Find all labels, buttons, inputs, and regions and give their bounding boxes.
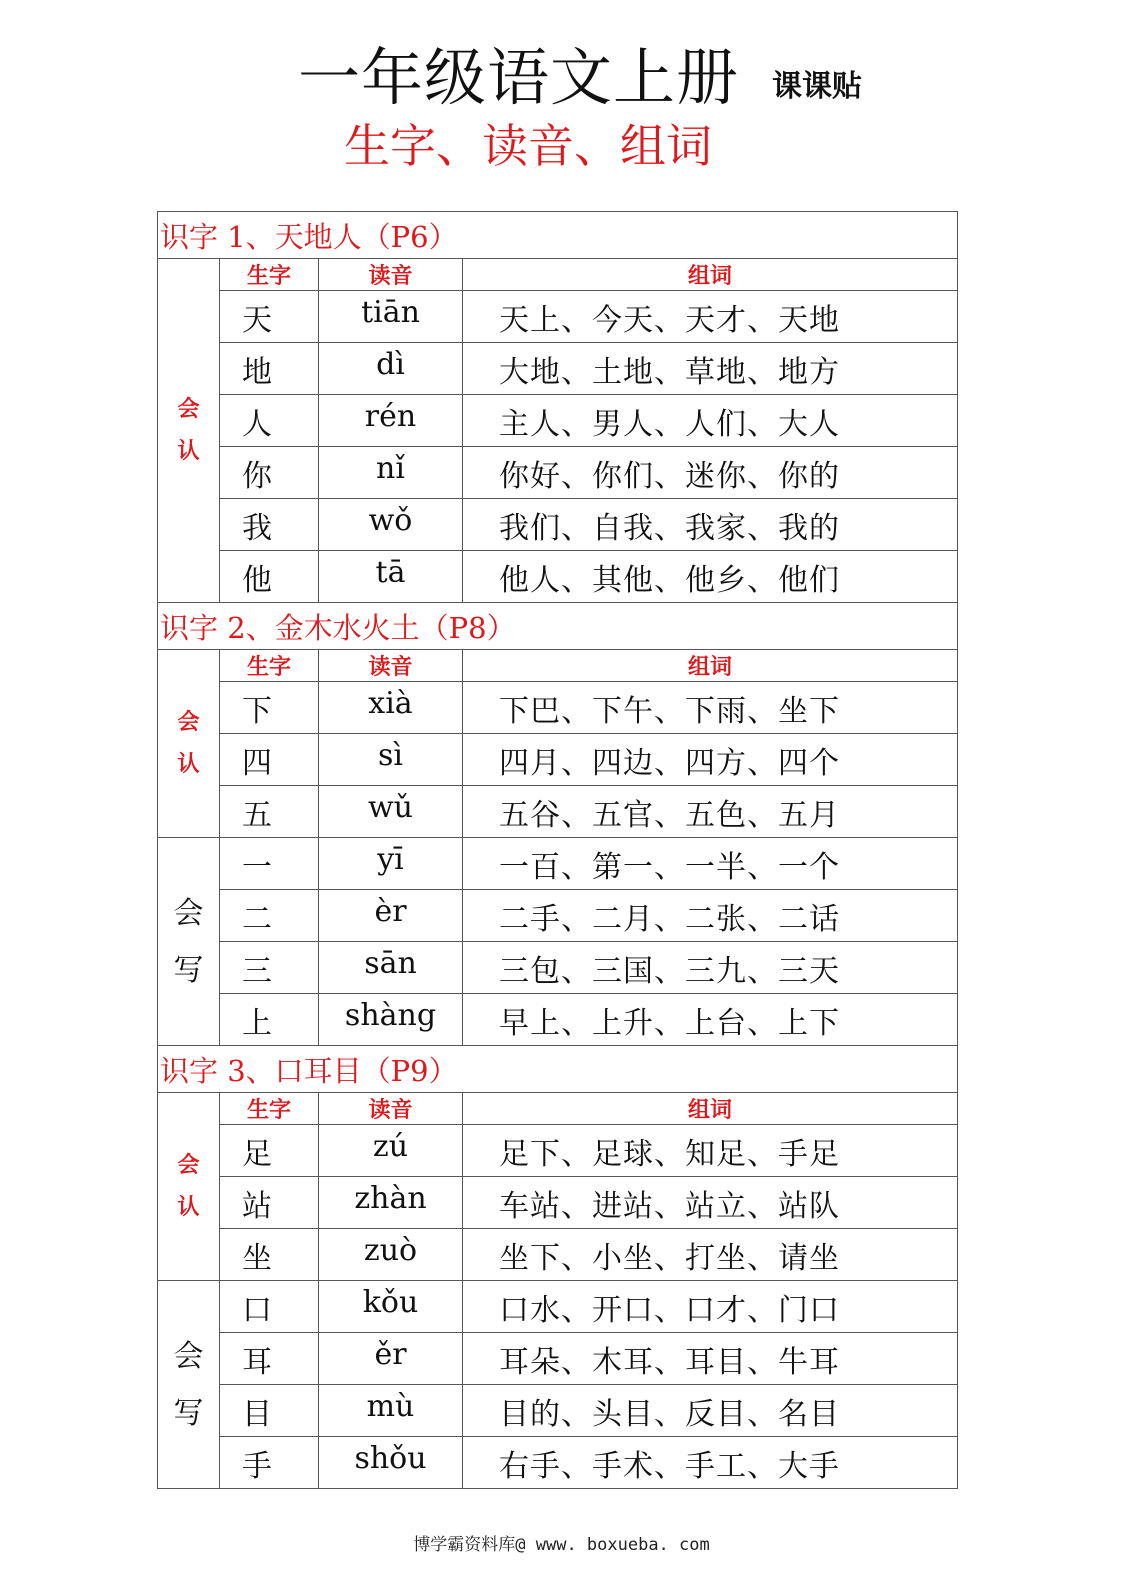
group-label-char: 认 xyxy=(177,437,200,464)
section-title-row xyxy=(158,603,958,650)
section-title: 识字 1、天地人（P6） xyxy=(158,212,958,259)
table-row xyxy=(158,291,958,343)
words-cell: 我们、自我、我家、我的 xyxy=(463,499,958,551)
group-label xyxy=(158,838,220,1046)
group-label xyxy=(158,650,220,838)
pinyin-cell: tā xyxy=(319,551,463,603)
character-cell: 口 xyxy=(220,1281,319,1333)
header-pinyin: 读音 xyxy=(319,650,463,682)
character-cell: 地 xyxy=(220,343,319,395)
words-cell: 大地、土地、草地、地方 xyxy=(463,343,958,395)
table-row xyxy=(158,682,958,734)
character-cell: 手 xyxy=(220,1437,319,1489)
words-cell: 足下、足球、知足、手足 xyxy=(463,1125,958,1177)
header-words: 组词 xyxy=(463,1093,958,1125)
pinyin-cell: ěr xyxy=(319,1333,463,1385)
table-row xyxy=(158,499,958,551)
words-cell: 下巴、下午、下雨、坐下 xyxy=(463,682,958,734)
vocabulary-table xyxy=(157,211,958,1489)
header-char: 生字 xyxy=(220,650,319,682)
group-label xyxy=(158,1093,220,1281)
character-cell: 人 xyxy=(220,395,319,447)
pinyin-cell: sān xyxy=(319,942,463,994)
words-cell: 主人、男人、人们、大人 xyxy=(463,395,958,447)
character-cell: 四 xyxy=(220,734,319,786)
badge-label: 课课贴 xyxy=(772,69,862,104)
character-cell: 三 xyxy=(220,942,319,994)
header-char: 生字 xyxy=(220,1093,319,1125)
pinyin-cell: rén xyxy=(319,395,463,447)
pinyin-cell: mù xyxy=(319,1385,463,1437)
section-title-row xyxy=(158,212,958,259)
table-row xyxy=(158,1333,958,1385)
words-cell: 他人、其他、他乡、他们 xyxy=(463,551,958,603)
table-row xyxy=(158,1229,958,1281)
pinyin-cell: tiān xyxy=(319,291,463,343)
character-cell: 目 xyxy=(220,1385,319,1437)
footer-watermark: 博学霸资料库@ www. boxueba. com xyxy=(413,1535,710,1555)
words-cell: 四月、四边、四方、四个 xyxy=(463,734,958,786)
page-subtitle: 生字、读音、组词 xyxy=(344,119,712,173)
character-cell: 下 xyxy=(220,682,319,734)
column-header-row xyxy=(158,650,958,682)
table-row xyxy=(158,786,958,838)
page-title: 一年级语文上册 xyxy=(298,41,740,114)
pinyin-cell: yī xyxy=(319,838,463,890)
pinyin-cell: dì xyxy=(319,343,463,395)
group-label-char: 会 xyxy=(173,1338,204,1374)
table-row xyxy=(158,942,958,994)
table-row xyxy=(158,890,958,942)
words-cell: 你好、你们、迷你、你的 xyxy=(463,447,958,499)
character-cell: 我 xyxy=(220,499,319,551)
pinyin-cell: zhàn xyxy=(319,1177,463,1229)
table-row xyxy=(158,838,958,890)
group-label-char: 会 xyxy=(177,395,200,422)
group-label-char: 会 xyxy=(173,895,204,931)
table-row xyxy=(158,551,958,603)
character-cell: 耳 xyxy=(220,1333,319,1385)
character-cell: 你 xyxy=(220,447,319,499)
words-cell: 目的、头目、反目、名目 xyxy=(463,1385,958,1437)
pinyin-cell: zuò xyxy=(319,1229,463,1281)
table-row xyxy=(158,395,958,447)
words-cell: 早上、上升、上台、上下 xyxy=(463,994,958,1046)
character-cell: 坐 xyxy=(220,1229,319,1281)
character-cell: 足 xyxy=(220,1125,319,1177)
column-header-row xyxy=(158,1093,958,1125)
table-row xyxy=(158,1125,958,1177)
character-cell: 一 xyxy=(220,838,319,890)
pinyin-cell: wǒ xyxy=(319,499,463,551)
character-cell: 他 xyxy=(220,551,319,603)
table-row xyxy=(158,343,958,395)
header-char: 生字 xyxy=(220,259,319,291)
words-cell: 坐下、小坐、打坐、请坐 xyxy=(463,1229,958,1281)
table-row xyxy=(158,734,958,786)
pinyin-cell: kǒu xyxy=(319,1281,463,1333)
table-row xyxy=(158,1437,958,1489)
character-cell: 五 xyxy=(220,786,319,838)
group-label-char: 会 xyxy=(177,1151,200,1178)
character-cell: 站 xyxy=(220,1177,319,1229)
section-title: 识字 3、口耳目（P9） xyxy=(158,1046,958,1093)
words-cell: 口水、开口、口才、门口 xyxy=(463,1281,958,1333)
character-cell: 上 xyxy=(220,994,319,1046)
words-cell: 五谷、五官、五色、五月 xyxy=(463,786,958,838)
group-label-char: 写 xyxy=(173,1395,204,1431)
table-row xyxy=(158,1281,958,1333)
words-cell: 耳朵、木耳、耳目、牛耳 xyxy=(463,1333,958,1385)
section-title-row xyxy=(158,1046,958,1093)
words-cell: 二手、二月、二张、二话 xyxy=(463,890,958,942)
group-label-char: 认 xyxy=(177,1193,200,1220)
character-cell: 二 xyxy=(220,890,319,942)
words-cell: 车站、进站、站立、站队 xyxy=(463,1177,958,1229)
table-row xyxy=(158,447,958,499)
table-row xyxy=(158,1177,958,1229)
group-label-char: 会 xyxy=(177,708,200,735)
words-cell: 天上、今天、天才、天地 xyxy=(463,291,958,343)
words-cell: 右手、手术、手工、大手 xyxy=(463,1437,958,1489)
header-pinyin: 读音 xyxy=(319,1093,463,1125)
group-label xyxy=(158,259,220,603)
pinyin-cell: sì xyxy=(319,734,463,786)
pinyin-cell: nǐ xyxy=(319,447,463,499)
header-words: 组词 xyxy=(463,650,958,682)
group-label xyxy=(158,1281,220,1489)
table-row xyxy=(158,994,958,1046)
words-cell: 一百、第一、一半、一个 xyxy=(463,838,958,890)
pinyin-cell: shàng xyxy=(319,994,463,1046)
pinyin-cell: zú xyxy=(319,1125,463,1177)
character-cell: 天 xyxy=(220,291,319,343)
table-row xyxy=(158,1385,958,1437)
group-label-char: 写 xyxy=(173,952,204,988)
header-pinyin: 读音 xyxy=(319,259,463,291)
pinyin-cell: shǒu xyxy=(319,1437,463,1489)
section-title: 识字 2、金木水火土（P8） xyxy=(158,603,958,650)
pinyin-cell: èr xyxy=(319,890,463,942)
pinyin-cell: wǔ xyxy=(319,786,463,838)
words-cell: 三包、三国、三九、三天 xyxy=(463,942,958,994)
group-label-char: 认 xyxy=(177,750,200,777)
header-words: 组词 xyxy=(463,259,958,291)
column-header-row xyxy=(158,259,958,291)
pinyin-cell: xià xyxy=(319,682,463,734)
